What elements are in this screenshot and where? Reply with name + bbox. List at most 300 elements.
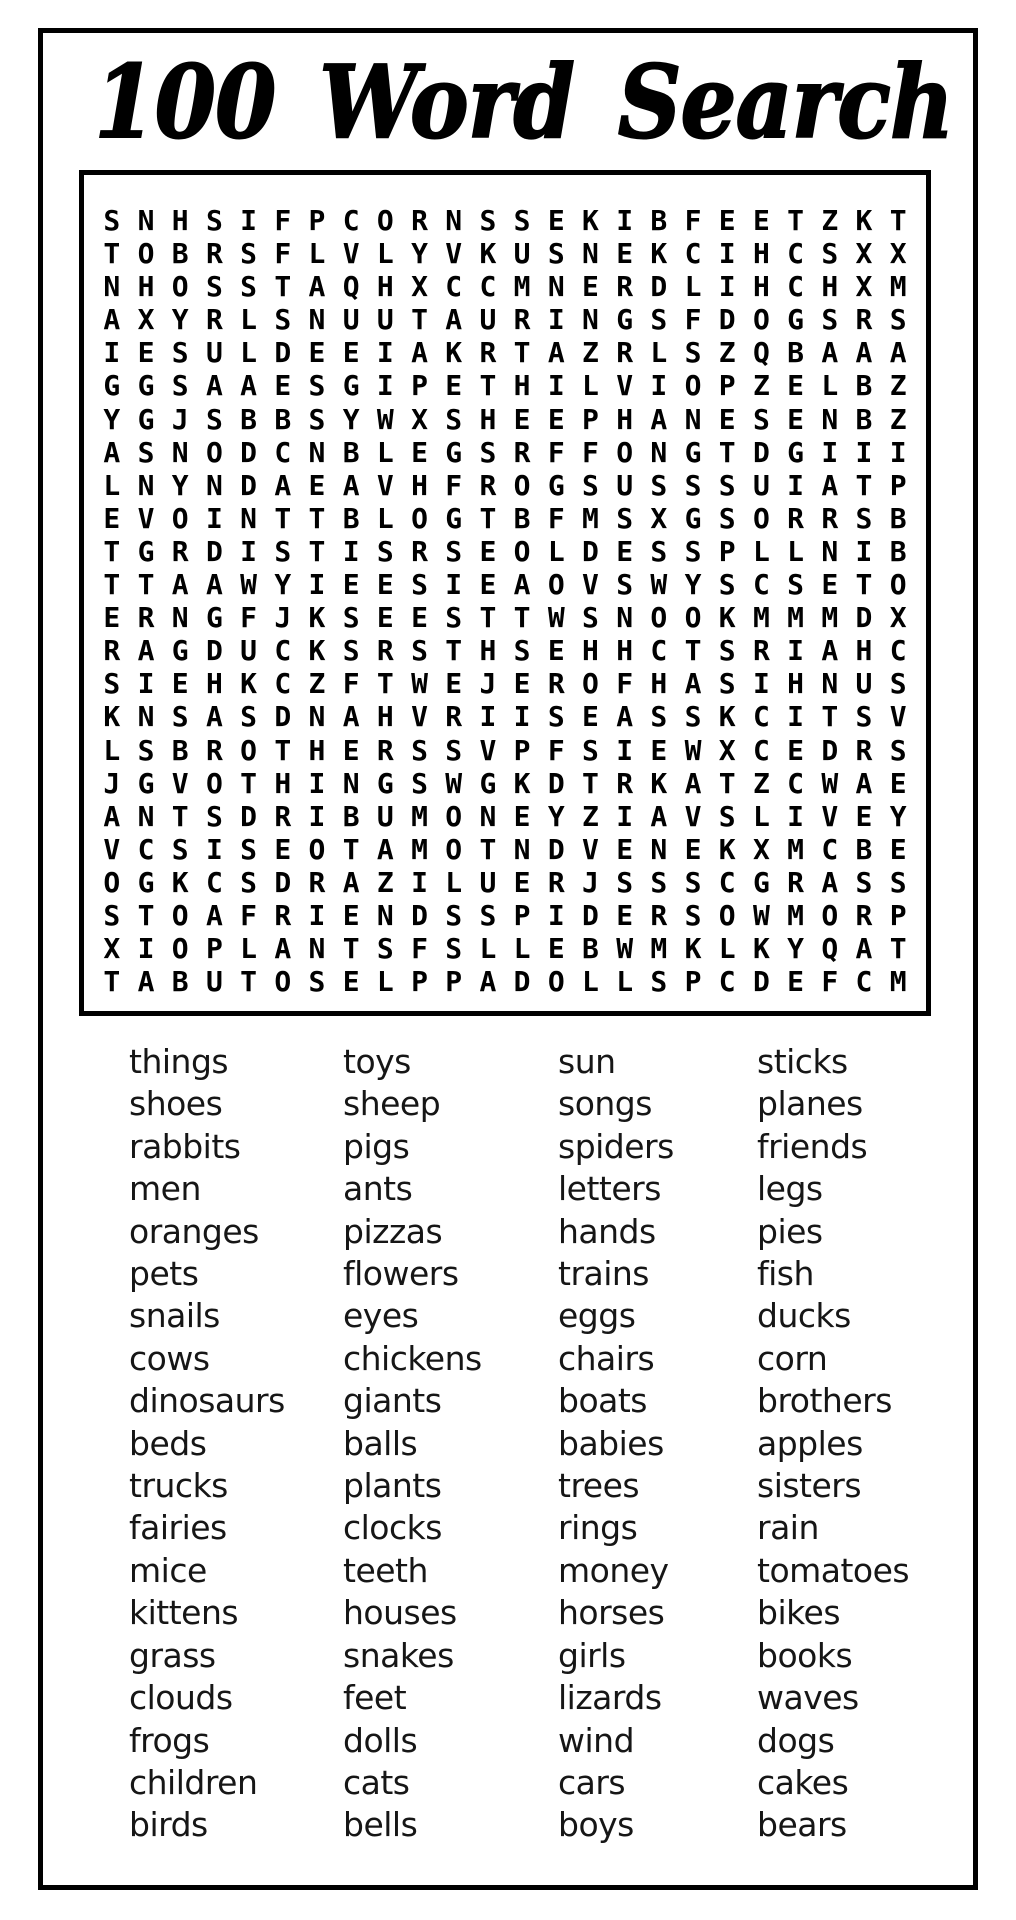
grid-cell[interactable]: C [479, 270, 497, 304]
grid-cell[interactable]: I [445, 568, 463, 602]
grid-cell[interactable]: R [137, 601, 155, 635]
grid-cell[interactable]: V [821, 799, 839, 833]
grid-cell[interactable]: V [342, 237, 360, 271]
grid-cell[interactable]: O [137, 237, 155, 271]
grid-cell[interactable]: G [103, 369, 121, 403]
grid-cell[interactable]: S [445, 733, 463, 767]
grid-cell[interactable]: X [855, 270, 873, 304]
grid-cell[interactable]: O [205, 435, 223, 469]
grid-cell[interactable]: G [137, 534, 155, 568]
grid-cell[interactable]: R [547, 667, 565, 701]
grid-cell[interactable]: K [240, 667, 258, 701]
grid-cell[interactable]: R [616, 766, 634, 800]
grid-cell[interactable]: K [445, 336, 463, 370]
grid-cell[interactable]: E [137, 336, 155, 370]
grid-cell[interactable]: D [547, 766, 565, 800]
grid-cell[interactable]: S [445, 402, 463, 436]
grid-cell[interactable]: O [171, 270, 189, 304]
grid-cell[interactable]: F [274, 204, 292, 237]
grid-cell[interactable]: T [240, 766, 258, 800]
grid-cell[interactable]: O [376, 204, 394, 237]
grid-cell[interactable]: A [650, 799, 668, 833]
grid-cell[interactable]: T [718, 435, 736, 469]
grid-cell[interactable]: A [855, 336, 873, 370]
grid-cell[interactable]: E [684, 832, 702, 866]
grid-cell[interactable]: S [411, 733, 428, 767]
grid-cell[interactable]: D [752, 435, 770, 469]
grid-cell[interactable]: M [787, 601, 805, 635]
grid-cell[interactable]: V [445, 237, 463, 271]
grid-cell[interactable]: B [855, 369, 873, 403]
grid-cell[interactable]: F [684, 303, 702, 337]
grid-cell[interactable]: R [479, 468, 497, 502]
grid-cell[interactable]: S [308, 965, 326, 999]
grid-cell[interactable]: W [445, 766, 463, 800]
grid-cell[interactable]: S [171, 369, 189, 403]
grid-cell[interactable]: K [855, 204, 873, 237]
grid-cell[interactable]: H [479, 402, 497, 436]
grid-cell[interactable]: W [376, 402, 394, 436]
grid-cell[interactable]: K [718, 601, 736, 635]
grid-cell[interactable]: O [240, 733, 258, 767]
grid-cell[interactable]: I [616, 204, 634, 237]
grid-cell[interactable]: E [650, 733, 668, 767]
grid-cell[interactable]: N [616, 601, 634, 635]
grid-cell[interactable]: I [787, 700, 805, 734]
grid-cell[interactable]: S [513, 204, 531, 237]
grid-cell[interactable]: O [171, 932, 189, 966]
grid-cell[interactable]: N [684, 402, 702, 436]
grid-cell[interactable]: K [684, 932, 702, 966]
grid-cell[interactable]: H [650, 667, 668, 701]
grid-cell[interactable]: O [582, 667, 599, 701]
grid-cell[interactable]: A [411, 336, 428, 370]
grid-cell[interactable]: Y [342, 402, 360, 436]
grid-cell[interactable]: L [821, 369, 839, 403]
grid-cell[interactable]: O [274, 965, 292, 999]
grid-cell[interactable]: L [240, 336, 258, 370]
grid-cell[interactable]: A [240, 369, 258, 403]
grid-cell[interactable]: S [718, 667, 736, 701]
grid-cell[interactable]: S [684, 534, 702, 568]
grid-cell[interactable]: N [547, 270, 565, 304]
grid-cell[interactable]: S [376, 534, 394, 568]
grid-cell[interactable]: S [445, 601, 463, 635]
grid-cell[interactable]: C [718, 865, 736, 899]
grid-cell[interactable]: O [684, 369, 702, 403]
grid-cell[interactable]: Z [582, 336, 599, 370]
grid-cell[interactable]: S [240, 865, 258, 899]
grid-cell[interactable]: U [376, 303, 394, 337]
grid-cell[interactable]: S [650, 865, 668, 899]
grid-cell[interactable]: K [479, 237, 497, 271]
grid-cell[interactable]: D [547, 832, 565, 866]
grid-cell[interactable]: K [171, 865, 189, 899]
grid-cell[interactable]: A [889, 336, 907, 370]
grid-cell[interactable]: M [752, 601, 770, 635]
grid-cell[interactable]: D [718, 303, 736, 337]
grid-cell[interactable]: N [342, 766, 360, 800]
grid-cell[interactable]: H [752, 270, 770, 304]
grid-cell[interactable]: B [582, 932, 599, 966]
grid-cell[interactable]: I [787, 634, 805, 668]
grid-cell[interactable]: Y [103, 402, 121, 436]
grid-cell[interactable]: S [821, 303, 839, 337]
grid-cell[interactable]: T [821, 700, 839, 734]
grid-cell[interactable]: T [445, 634, 463, 668]
grid-cell[interactable]: Y [411, 237, 428, 271]
grid-cell[interactable]: V [376, 468, 394, 502]
grid-cell[interactable]: T [342, 932, 360, 966]
grid-cell[interactable]: E [547, 204, 565, 237]
grid-cell[interactable]: H [752, 237, 770, 271]
grid-cell[interactable]: S [137, 733, 155, 767]
grid-cell[interactable]: M [889, 965, 907, 999]
grid-cell[interactable]: F [342, 667, 360, 701]
grid-cell[interactable]: A [205, 568, 223, 602]
grid-cell[interactable]: I [137, 667, 155, 701]
grid-cell[interactable]: J [479, 667, 497, 701]
grid-cell[interactable]: I [137, 932, 155, 966]
grid-cell[interactable]: S [205, 204, 223, 237]
grid-cell[interactable]: R [171, 534, 189, 568]
grid-cell[interactable]: E [616, 898, 634, 932]
grid-cell[interactable]: E [616, 237, 634, 271]
grid-cell[interactable]: G [171, 634, 189, 668]
grid-cell[interactable]: C [684, 237, 702, 271]
grid-cell[interactable]: D [582, 898, 599, 932]
grid-cell[interactable]: R [205, 237, 223, 271]
grid-cell[interactable]: I [547, 303, 565, 337]
grid-cell[interactable]: S [582, 468, 599, 502]
grid-cell[interactable]: R [376, 733, 394, 767]
grid-cell[interactable]: E [718, 204, 736, 237]
grid-cell[interactable]: W [650, 568, 668, 602]
grid-cell[interactable]: S [582, 733, 599, 767]
grid-cell[interactable]: W [616, 932, 634, 966]
grid-cell[interactable]: G [137, 369, 155, 403]
grid-cell[interactable]: V [171, 766, 189, 800]
grid-cell[interactable]: T [889, 204, 907, 237]
grid-cell[interactable]: P [718, 534, 736, 568]
grid-cell[interactable]: B [274, 402, 292, 436]
grid-cell[interactable]: T [342, 832, 360, 866]
grid-cell[interactable]: G [787, 303, 805, 337]
grid-cell[interactable]: R [411, 534, 428, 568]
grid-cell[interactable]: S [718, 634, 736, 668]
grid-cell[interactable]: N [479, 799, 497, 833]
grid-cell[interactable]: A [445, 303, 463, 337]
grid-cell[interactable]: U [240, 634, 258, 668]
grid-cell[interactable]: S [684, 468, 702, 502]
grid-cell[interactable]: L [718, 932, 736, 966]
grid-cell[interactable]: G [445, 501, 463, 535]
grid-cell[interactable]: A [171, 568, 189, 602]
grid-cell[interactable]: E [616, 534, 634, 568]
grid-cell[interactable]: Y [171, 303, 189, 337]
grid-cell[interactable]: V [103, 832, 121, 866]
grid-cell[interactable]: A [479, 965, 497, 999]
grid-cell[interactable]: G [376, 766, 394, 800]
grid-cell[interactable]: E [308, 468, 326, 502]
grid-cell[interactable]: L [752, 799, 770, 833]
grid-cell[interactable]: K [308, 601, 326, 635]
grid-cell[interactable]: X [650, 501, 668, 535]
grid-cell[interactable]: O [650, 601, 668, 635]
grid-cell[interactable]: N [308, 435, 326, 469]
grid-cell[interactable]: A [137, 965, 155, 999]
grid-cell[interactable]: S [479, 435, 497, 469]
grid-cell[interactable]: K [752, 932, 770, 966]
grid-cell[interactable]: S [684, 336, 702, 370]
grid-cell[interactable]: D [513, 965, 531, 999]
grid-cell[interactable]: F [445, 468, 463, 502]
grid-cell[interactable]: O [205, 766, 223, 800]
grid-cell[interactable]: O [308, 832, 326, 866]
grid-cell[interactable]: A [513, 568, 531, 602]
grid-cell[interactable]: E [411, 601, 428, 635]
grid-cell[interactable]: N [137, 204, 155, 237]
grid-cell[interactable]: I [752, 667, 770, 701]
grid-cell[interactable]: C [787, 237, 805, 271]
grid-cell[interactable]: F [547, 733, 565, 767]
grid-cell[interactable]: N [171, 435, 189, 469]
grid-cell[interactable]: N [821, 534, 839, 568]
grid-cell[interactable]: I [308, 568, 326, 602]
grid-cell[interactable]: E [889, 766, 907, 800]
grid-cell[interactable]: I [103, 336, 121, 370]
grid-cell[interactable]: I [308, 766, 326, 800]
grid-cell[interactable]: A [308, 270, 326, 304]
grid-cell[interactable]: P [582, 402, 599, 436]
grid-cell[interactable]: A [342, 865, 360, 899]
grid-cell[interactable]: F [547, 435, 565, 469]
grid-cell[interactable]: A [274, 932, 292, 966]
grid-cell[interactable]: D [274, 336, 292, 370]
grid-cell[interactable]: S [103, 204, 121, 237]
grid-cell[interactable]: T [411, 303, 428, 337]
grid-cell[interactable]: S [889, 303, 907, 337]
grid-cell[interactable]: T [274, 733, 292, 767]
grid-cell[interactable]: R [274, 898, 292, 932]
grid-cell[interactable]: O [821, 898, 839, 932]
grid-cell[interactable]: M [582, 501, 599, 535]
grid-cell[interactable]: D [274, 700, 292, 734]
grid-cell[interactable]: J [171, 402, 189, 436]
grid-cell[interactable]: S [342, 601, 360, 635]
grid-cell[interactable]: T [308, 501, 326, 535]
grid-cell[interactable]: N [582, 303, 599, 337]
grid-cell[interactable]: G [787, 435, 805, 469]
grid-cell[interactable]: N [513, 832, 531, 866]
grid-cell[interactable]: I [513, 700, 531, 734]
grid-cell[interactable]: R [787, 865, 805, 899]
grid-cell[interactable]: U [616, 468, 634, 502]
grid-cell[interactable]: T [479, 501, 497, 535]
grid-cell[interactable]: S [205, 402, 223, 436]
grid-cell[interactable]: L [376, 435, 394, 469]
grid-cell[interactable]: M [411, 832, 428, 866]
grid-cell[interactable]: A [821, 865, 839, 899]
grid-cell[interactable]: B [240, 402, 258, 436]
grid-cell[interactable]: S [889, 865, 907, 899]
grid-cell[interactable]: E [582, 700, 599, 734]
grid-cell[interactable]: I [240, 204, 258, 237]
grid-cell[interactable]: E [103, 601, 121, 635]
grid-cell[interactable]: R [205, 733, 223, 767]
grid-cell[interactable]: L [582, 369, 599, 403]
grid-cell[interactable]: P [445, 965, 463, 999]
grid-cell[interactable]: O [445, 799, 463, 833]
grid-cell[interactable]: E [342, 568, 360, 602]
grid-cell[interactable]: O [684, 601, 702, 635]
grid-cell[interactable]: R [513, 303, 531, 337]
grid-cell[interactable]: B [889, 501, 907, 535]
grid-cell[interactable]: K [103, 700, 121, 734]
grid-cell[interactable]: Y [889, 799, 907, 833]
grid-cell[interactable]: I [855, 534, 873, 568]
grid-cell[interactable]: G [616, 303, 634, 337]
grid-cell[interactable]: O [445, 832, 463, 866]
grid-cell[interactable]: S [411, 568, 428, 602]
grid-cell[interactable]: H [821, 270, 839, 304]
grid-cell[interactable]: J [582, 865, 599, 899]
grid-cell[interactable]: E [513, 402, 531, 436]
grid-cell[interactable]: V [411, 700, 428, 734]
grid-cell[interactable]: C [274, 634, 292, 668]
grid-cell[interactable]: I [205, 501, 223, 535]
grid-cell[interactable]: R [787, 501, 805, 535]
grid-cell[interactable]: R [821, 501, 839, 535]
grid-cell[interactable]: L [445, 865, 463, 899]
grid-cell[interactable]: T [513, 601, 531, 635]
grid-cell[interactable]: F [411, 932, 428, 966]
grid-cell[interactable]: C [855, 965, 873, 999]
grid-cell[interactable]: K [650, 237, 668, 271]
grid-cell[interactable]: A [855, 766, 873, 800]
grid-cell[interactable]: D [240, 799, 258, 833]
grid-cell[interactable]: G [547, 468, 565, 502]
grid-cell[interactable]: X [718, 733, 736, 767]
grid-cell[interactable]: W [411, 667, 428, 701]
grid-cell[interactable]: M [411, 799, 428, 833]
grid-cell[interactable]: S [684, 865, 702, 899]
grid-cell[interactable]: L [376, 237, 394, 271]
grid-cell[interactable]: R [376, 634, 394, 668]
grid-cell[interactable]: O [752, 303, 770, 337]
grid-cell[interactable]: I [308, 898, 326, 932]
grid-cell[interactable]: E [376, 601, 394, 635]
grid-cell[interactable]: S [411, 634, 428, 668]
grid-cell[interactable]: O [752, 501, 770, 535]
grid-cell[interactable]: R [103, 634, 121, 668]
grid-cell[interactable]: T [718, 766, 736, 800]
grid-cell[interactable]: N [240, 501, 258, 535]
grid-cell[interactable]: K [582, 204, 599, 237]
grid-cell[interactable]: T [103, 568, 121, 602]
grid-cell[interactable]: D [205, 534, 223, 568]
grid-cell[interactable]: D [582, 534, 599, 568]
grid-cell[interactable]: T [103, 534, 121, 568]
grid-cell[interactable]: E [342, 898, 360, 932]
grid-cell[interactable]: S [684, 700, 702, 734]
grid-cell[interactable]: A [137, 634, 155, 668]
grid-cell[interactable]: G [137, 402, 155, 436]
grid-cell[interactable]: Z [889, 402, 907, 436]
grid-cell[interactable]: N [445, 204, 463, 237]
grid-cell[interactable]: H [479, 634, 497, 668]
grid-cell[interactable]: C [718, 965, 736, 999]
grid-cell[interactable]: I [889, 435, 907, 469]
grid-cell[interactable]: S [582, 601, 599, 635]
grid-cell[interactable]: I [205, 832, 223, 866]
grid-cell[interactable]: S [445, 932, 463, 966]
grid-cell[interactable]: S [718, 501, 736, 535]
grid-cell[interactable]: A [684, 667, 702, 701]
grid-cell[interactable]: P [411, 369, 428, 403]
grid-cell[interactable]: U [205, 965, 223, 999]
grid-cell[interactable]: S [376, 932, 394, 966]
grid-cell[interactable]: S [445, 898, 463, 932]
grid-cell[interactable]: W [752, 898, 770, 932]
grid-cell[interactable]: R [547, 865, 565, 899]
grid-cell[interactable]: K [513, 766, 531, 800]
grid-cell[interactable]: Y [171, 468, 189, 502]
grid-cell[interactable]: S [411, 766, 428, 800]
grid-cell[interactable]: R [274, 799, 292, 833]
grid-cell[interactable]: Z [718, 336, 736, 370]
grid-cell[interactable]: R [752, 634, 770, 668]
grid-cell[interactable]: S [240, 237, 258, 271]
grid-cell[interactable]: N [137, 468, 155, 502]
grid-cell[interactable]: V [582, 832, 599, 866]
grid-cell[interactable]: L [513, 932, 531, 966]
grid-cell[interactable]: R [616, 270, 634, 304]
grid-cell[interactable]: G [137, 865, 155, 899]
grid-cell[interactable]: C [787, 270, 805, 304]
grid-cell[interactable]: T [137, 898, 155, 932]
grid-cell[interactable]: A [616, 700, 634, 734]
grid-cell[interactable]: R [308, 865, 326, 899]
grid-cell[interactable]: X [411, 402, 428, 436]
grid-cell[interactable]: H [376, 700, 394, 734]
grid-cell[interactable]: E [376, 568, 394, 602]
grid-cell[interactable]: S [889, 733, 907, 767]
grid-cell[interactable]: T [274, 501, 292, 535]
grid-cell[interactable]: P [513, 898, 531, 932]
grid-cell[interactable]: P [411, 965, 428, 999]
grid-cell[interactable]: H [274, 766, 292, 800]
grid-cell[interactable]: S [547, 700, 565, 734]
grid-cell[interactable]: B [342, 435, 360, 469]
grid-cell[interactable]: E [821, 568, 839, 602]
grid-cell[interactable]: B [342, 501, 360, 535]
grid-cell[interactable]: T [308, 534, 326, 568]
grid-cell[interactable]: T [513, 336, 531, 370]
grid-cell[interactable]: B [171, 733, 189, 767]
grid-cell[interactable]: B [513, 501, 531, 535]
grid-cell[interactable]: O [411, 501, 428, 535]
grid-cell[interactable]: C [342, 204, 360, 237]
grid-cell[interactable]: G [445, 435, 463, 469]
grid-cell[interactable]: L [616, 965, 634, 999]
grid-cell[interactable]: D [274, 865, 292, 899]
grid-cell[interactable]: A [547, 336, 565, 370]
grid-cell[interactable]: T [171, 799, 189, 833]
grid-cell[interactable]: S [240, 832, 258, 866]
grid-cell[interactable]: B [787, 336, 805, 370]
grid-cell[interactable]: K [650, 766, 668, 800]
